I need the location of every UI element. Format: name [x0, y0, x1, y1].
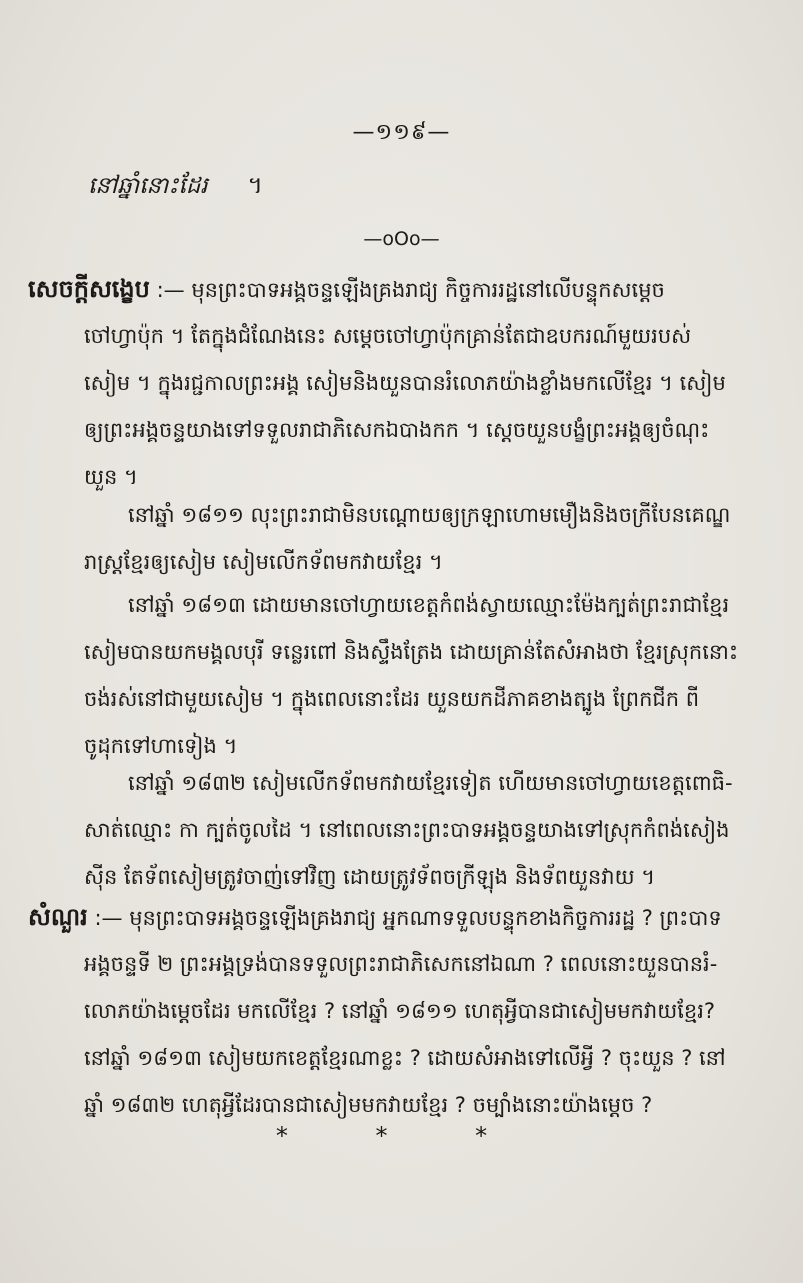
paragraph-1811 — [28, 492, 780, 586]
questions-line-text: :— មុនព្រះបាទអង្គចន្ទឡើងគ្រងរាជ្យ អ្នកណាទទួលបន្ទុកខាងកិច្ចការរដ្ឋ ? ព្រះបាទ — [94, 906, 722, 930]
previous-page-continuation — [88, 172, 263, 205]
paragraph-line: ស៊ីន តែទ័ពសៀមត្រូវចាញ់ទៅវិញ ដោយត្រូវទ័ពចក្រីឡុង និងទ័ពយួនវាយ ។ — [84, 865, 656, 889]
summary-section — [28, 266, 780, 501]
paragraph-line: សាត់ឈ្មោះ កា ក្បត់ចូលដៃ ។ នៅពេលនោះព្រះបាទអង្គចន្ទយាងទៅស្រុកកំពង់សៀង — [84, 818, 730, 842]
summary-heading: សេចក្ដីសង្ខេប — [28, 275, 150, 303]
page-number: —១១៩— — [352, 120, 451, 145]
summary-line — [28, 266, 780, 313]
questions-section — [28, 894, 780, 1129]
continuation-end-mark: ។ — [247, 173, 263, 199]
paragraph-line: នៅឆ្នាំ ១៨១៣ ដោយមានចៅហ្វាយខេត្តកំពង់ស្វាយឈ្មោះម៉ែងក្បត់ព្រះរាជាខ្មែរ — [128, 593, 730, 617]
questions-line: ឆ្នាំ ១៨៣២ ហេតុអ្វីដែរបានជាសៀមមកវាយខ្មែរ ? ចម្បាំងនោះយ៉ាងម្ដេច ? — [84, 1093, 653, 1117]
questions-line: នៅឆ្នាំ ១៨១៣ សៀមយកខេត្តខ្មែរណាខ្លះ ? ដោយសំអាងទៅលើអ្វី ? ចុះយួន ? នៅ — [84, 1046, 726, 1070]
paragraph-line: នៅឆ្នាំ ១៨១១ លុះព្រះរាជាមិនបណ្ដោយឲ្យក្រឡាហោមមឿងនិងចក្រីបែនគេណ្ឌ — [128, 503, 731, 527]
summary-line: ចៅហ្វាប៉ុក ។ តែក្នុងជំណែងនេះ សម្ដេចចៅហ្វាប៉ុកគ្រាន់តែជាឧបករណ៍មួយរបស់ — [84, 324, 692, 348]
summary-line: សៀម ។ ក្នុងរជ្ជកាលព្រះអង្គ សៀមនិងយួនបានរំលោភយ៉ាងខ្លាំងមកលើខ្មែរ ។ សៀម — [84, 371, 726, 395]
questions-line: អង្គចន្ទទី ២ ព្រះអង្គទ្រង់បានទទួលព្រះរាជាភិសេកនៅឯណា ? ពេលនោះយួនបានរំ- — [84, 952, 718, 976]
section-ornament: —oOo— — [363, 228, 440, 250]
paragraph-line: នៅឆ្នាំ ១៨៣២ សៀមលើកទ័ពមកវាយខ្មែរទៀត ហើយមានចៅហ្វាយខេត្តពោធិ- — [128, 771, 733, 795]
paragraph-line: ចូដុកទៅហាទៀង ។ — [84, 734, 238, 758]
questions-heading: សំណួរ — [28, 903, 88, 931]
paragraph-line: ចង់រស់នៅជាមួយសៀម ។ ក្នុងពេលនោះដែរ យួនយកដីភាគខាងត្បូង ព្រែកជីក ពី — [84, 687, 700, 711]
summary-line: យួន ។ — [84, 465, 138, 489]
summary-line-text: :— មុនព្រះបាទអង្គចន្ទឡើងគ្រងរាជ្យ កិច្ចការរដ្ឋនៅលើបន្ទុកសម្ដេច — [156, 278, 665, 302]
paragraph-line: រាស្ត្រខ្មែរឲ្យសៀម សៀមលើកទ័ពមកវាយខ្មែរ ។ — [84, 550, 443, 574]
paragraph-1832 — [28, 760, 780, 901]
summary-line: ឲ្យព្រះអង្គចន្ទយាងទៅទទួលរាជាភិសេកឯបាងកក ។ ស្ដេចយួនបង្ខំព្រះអង្គឲ្យចំណុះ — [84, 418, 710, 442]
end-of-section-stars: * * * — [275, 1122, 528, 1150]
questions-line — [28, 894, 780, 941]
continuation-text: នៅឆ្នាំនោះដែរ — [88, 173, 208, 199]
paragraph-1813 — [28, 582, 780, 770]
questions-line: លោភយ៉ាងម្ដេចដែរ មកលើខ្មែរ ? នៅឆ្នាំ ១៨១១ ហេតុអ្វីបានជាសៀមមកវាយខ្មែរ? — [84, 999, 716, 1023]
paragraph-line: សៀមបានយកមង្គលបុរី ទន្លេរពៅ និងស្ទឹងត្រែង ដោយគ្រាន់តែសំអាងថា ខ្មែរស្រុកនោះ — [84, 640, 739, 664]
